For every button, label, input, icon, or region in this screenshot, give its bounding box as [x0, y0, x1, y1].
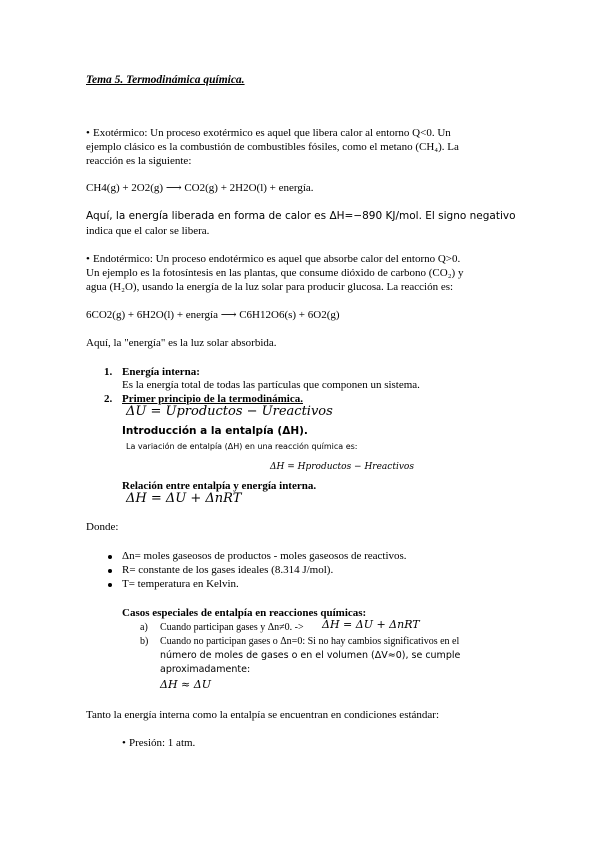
def-bullet-1	[108, 555, 112, 559]
endo-note: Aquí, la "energía" es la luz solar absorbida.	[86, 337, 277, 349]
endo-line-2: Un ejemplo es la fotosíntesis en las plantas, que consume dióxido de carbono (CO₂) y	[86, 267, 464, 279]
caso-b-formula: ΔH ≈ ΔU	[160, 678, 211, 691]
energia-interna-title: Energía interna:	[122, 366, 200, 378]
endo-line-3: agua (H₂O), usando la energía de la luz solar para producir glucosa. La reacción es:	[86, 281, 454, 293]
caso-a-label: a)	[140, 622, 148, 633]
endo-line-1: Endotérmico: Un proceso endotérmico es aquel que absorbe calor del entorno Q>0.	[93, 253, 461, 265]
presion-text: Presión: 1 atm.	[129, 737, 196, 749]
casos-title: Casos especiales de entalpía en reacciones químicas:	[122, 607, 367, 619]
caso-b-label: b)	[140, 636, 149, 647]
primer-principio-title: Primer principio de la termodinámica.	[122, 393, 303, 405]
relacion-formula: ΔH = ΔU + ΔnRT	[126, 491, 242, 506]
energia-interna-text: Es la energía total de todas las partículas que componen un sistema.	[122, 379, 420, 391]
donde-label: Donde:	[86, 521, 119, 533]
caso-a-formula: ΔH = ΔU + ΔnRT	[322, 618, 420, 631]
def-delta-n: Δn= moles gaseosos de productos - moles gaseosos de reactivos.	[122, 550, 407, 562]
def-bullet-2	[108, 569, 112, 573]
exo-line-2: ejemplo clásico es la combustión de combustibles fósiles, como el metano (CH₄). La	[86, 141, 459, 153]
list-number-1: 1.	[104, 366, 113, 378]
primer-principio-formula: ΔU = Uproductos − Ureactivos	[126, 404, 333, 419]
entalpia-text: La variación de entalpía (ΔH) en una reacción química es:	[126, 442, 358, 451]
exo-equation: CH4(g) + 2O2(g) ⟶ CO2(g) + 2H2O(l) + energía.	[86, 182, 314, 194]
caso-b-text-1: Cuando no participan gases o Δn=0: Si no hay cambios significativos en el	[160, 636, 460, 647]
endo-equation: 6CO2(g) + 6H2O(l) + energía ⟶ C6H12O6(s) + 6O2(g)	[86, 309, 340, 321]
def-bullet-3	[108, 583, 112, 587]
list-number-2: 2.	[104, 393, 113, 405]
caso-b-text-3: aproximadamente:	[160, 664, 251, 675]
def-r: R= constante de los gases ideales (8.314 J/mol).	[122, 564, 334, 576]
condiciones-estandar-text: Tanto la energía interna como la entalpía se encuentran en condiciones estándar:	[86, 709, 440, 721]
def-t: T= temperatura en Kelvin.	[122, 578, 239, 590]
entalpia-title: Introducción a la entalpía (ΔH).	[122, 425, 308, 437]
exo-line-1: Exotérmico: Un proceso exotérmico es aquel que libera calor al entorno Q<0. Un	[93, 127, 451, 139]
endo-bullet: •	[86, 253, 90, 265]
presion-bullet: •	[122, 737, 126, 749]
exo-bullet: •	[86, 127, 90, 139]
exo-note-2: indica que el calor se libera.	[86, 225, 210, 237]
page-title: Tema 5. Termodinámica química.	[86, 74, 245, 86]
exo-note-1: Aquí, la energía liberada en forma de calor es ΔH=−890 KJ/mol. El signo negativo	[86, 210, 516, 222]
exo-line-3: reacción es la siguiente:	[86, 155, 192, 167]
entalpia-formula: ΔH = Hproductos − Hreactivos	[270, 462, 414, 472]
caso-b-text-2: número de moles de gases o en el volumen (ΔV≈0), se cumple	[160, 650, 461, 661]
relacion-title: Relación entre entalpía y energía interna.	[122, 480, 317, 492]
caso-a-text: Cuando participan gases y Δn≠0. ->	[160, 622, 304, 633]
